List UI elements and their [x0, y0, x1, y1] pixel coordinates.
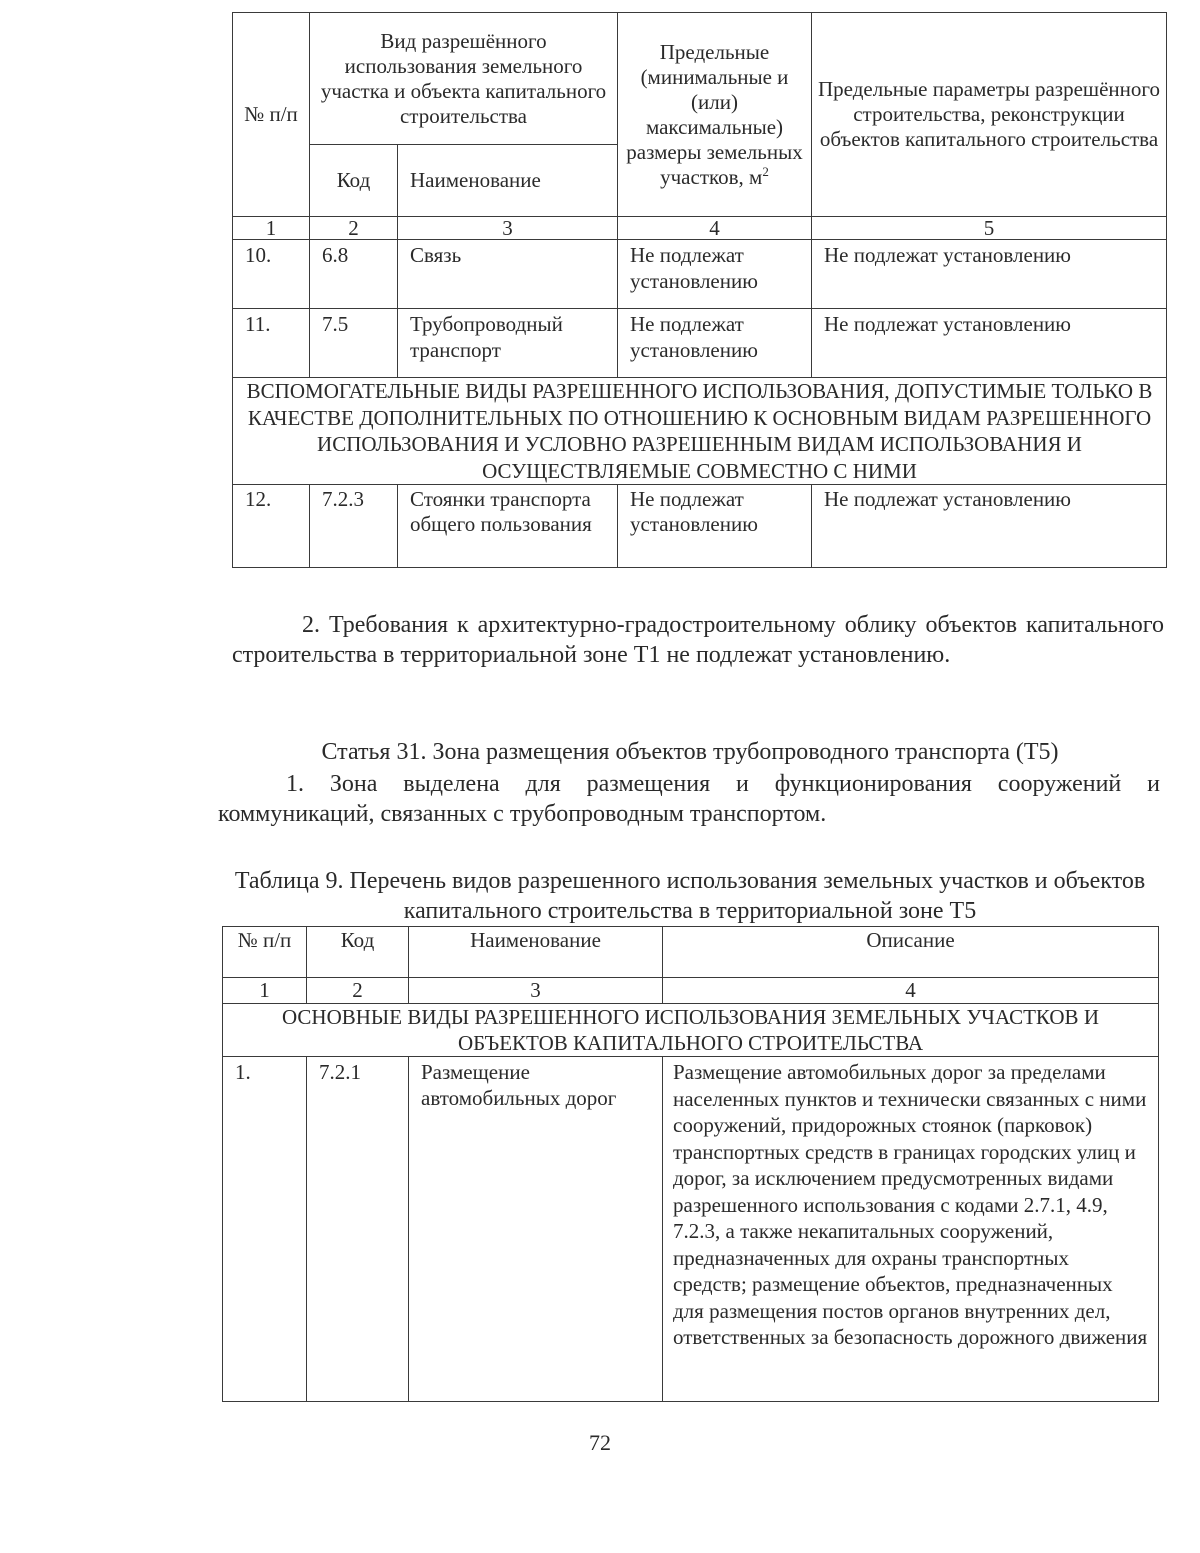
header-code: Код — [307, 927, 409, 978]
article-31-paragraph-1: 1. Зона выделена для размещения и функционирования сооружений и коммуникаций, связанных с трубопроводным транспортом. — [218, 771, 1160, 827]
section-heading: ВСПОМОГАТЕЛЬНЫЕ ВИДЫ РАЗРЕШЕННОГО ИСПОЛЬЗОВАНИЯ, ДОПУСТИМЫЕ ТОЛЬКО В КАЧЕСТВЕ ДОПОЛНИТЕЛЬНЫХ ПО ОТНОШЕНИЮ К ОСНОВНЫМ ВИДАМ РАЗРЕШЕННОГО ИСПОЛЬЗОВАНИЯ И УСЛОВНО РАЗРЕШЕННЫМ ВИДАМ ИСПОЛЬЗОВАНИЯ И ОСУЩЕСТВЛЯЕМЫЕ СОВМЕСТНО С НИМИ — [233, 378, 1167, 485]
header-vid: Вид разрешённого использования земельного участка и объекта капитального строительства — [310, 13, 618, 145]
header-num: № п/п — [223, 927, 307, 978]
article-31-title: Статья 31. Зона размещения объектов трубопроводного транспорта (Т5) — [321, 739, 1059, 765]
land-use-table-t5 — [222, 926, 1159, 1402]
header-code: Код — [310, 145, 398, 217]
index-row: 1 2 3 4 5 — [233, 217, 1167, 240]
table-row: 12. 7.2.3 Стоянки транспорта общего пользования Не подлежат установлению Не подлежат установлению — [233, 485, 1167, 568]
table-row: 11. 7.5 Трубопроводный транспорт Не подлежат установлению Не подлежат установлению — [233, 309, 1167, 378]
header-sizes: Предельные (минимальные и (или) максимальные) размеры земельных участков, $м^2$ — [618, 13, 812, 217]
header-desc: Описание — [663, 927, 1159, 978]
header-params: Предельные параметры разрешённого строительства, реконструкции объектов капитального строительства — [812, 13, 1167, 217]
header-num: № п/п — [233, 13, 310, 217]
land-use-table-t1 — [232, 12, 1167, 568]
section-heading-row — [233, 378, 1167, 485]
paragraph-2: 2. Требования к архитектурно-градостроительному облику объектов капитального строительства в территориальной зоне Т1 не подлежат установлению. — [232, 612, 1164, 668]
index-row: 1 2 3 4 — [223, 978, 1159, 1004]
table-row: 10. 6.8 Связь Не подлежат установлению Не подлежат установлению — [233, 240, 1167, 309]
section-heading: ОСНОВНЫЕ ВИДЫ РАЗРЕШЕННОГО ИСПОЛЬЗОВАНИЯ ЗЕМЕЛЬНЫХ УЧАСТКОВ И ОБЪЕКТОВ КАПИТАЛЬНОГО СТРОИТЕЛЬСТВА — [223, 1004, 1159, 1057]
table-9-caption: Таблица 9. Перечень видов разрешенного использования земельных участков и объектов капитального строительства в территориальной зоне Т5 — [234, 868, 1146, 924]
header-name: Наименование — [409, 927, 663, 978]
section-heading-row — [223, 1004, 1159, 1057]
page-number: 72 — [589, 1430, 611, 1455]
header-row — [223, 927, 1159, 978]
table-row: 1. 7.2.1 Размещение автомобильных дорог Размещение автомобильных дорог за пределами населенных пунктов и технически связанных с ними сооружений, придорожных стоянок (парковок) транспортных средств в границах городских улиц и дорог, за исключением предусмотренных видами разрешенного использования с кодами 2.7.1, 4.9, 7.2.3, а также некапитальных сооружений, предназначенных для охраны транспортных средств; размещение объектов, предназначенных для размещения постов органов внутренних дел, ответственных за безопасность дорожного движения — [223, 1057, 1159, 1402]
header-name: Наименование — [398, 145, 618, 217]
